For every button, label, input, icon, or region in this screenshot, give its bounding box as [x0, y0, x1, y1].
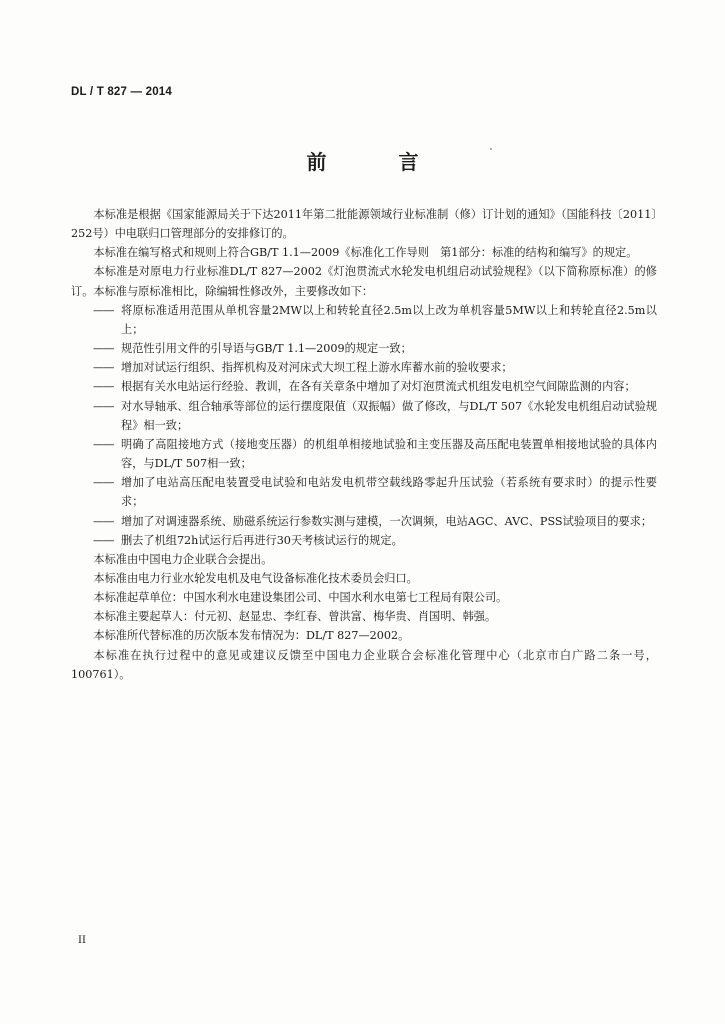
- paragraph: 本标准由中国电力企业联合会提出。: [93, 552, 273, 566]
- dash-marker: ——: [93, 399, 114, 413]
- change-text: 增加了对调速器系统、励磁系统运行参数实测与建模，一次调频，电站AGC、AVC、PSS试验项目的要求；: [121, 514, 653, 528]
- paragraph: 本标准起草单位：中国水利水电建设集团公司、中国水利水电第七工程局有限公司。: [93, 591, 508, 605]
- paragraph: 本标准在编写格式和规则上符合GB/T 1.1—2009《标准化工作导则 第1部分：标准的结构和编写》的规定。: [93, 246, 638, 260]
- change-text: 规范性引用文件的引导语与GB/T 1.1—2009的规定一致；: [121, 342, 412, 356]
- dash-marker: ——: [93, 476, 114, 490]
- change-item: [71, 377, 657, 396]
- change-text: 将原标准适用范围从单机容量2MW以上和转轮直径2.5m以上改为单机容量5MW以上和转轮直径2.5m以上；: [121, 303, 657, 336]
- foreword-body: [71, 205, 657, 684]
- dash-marker: ——: [93, 437, 114, 451]
- page-title: 前 言: [306, 150, 445, 174]
- change-text: 删去了机组72h试运行后再进行30天考核试运行的规定。: [121, 533, 403, 547]
- dash-marker: ——: [93, 361, 114, 375]
- page-number: II: [78, 935, 86, 946]
- changes-list: [71, 301, 657, 550]
- closing-paragraphs: [71, 550, 657, 684]
- change-item: [71, 531, 657, 550]
- intro-paragraphs: [71, 205, 657, 301]
- change-text: 对水导轴承、组合轴承等部位的运行摆度限值（双振幅）做了修改，与DL/T 507《水轮发电机组启动试验规程》相一致；: [121, 399, 657, 432]
- change-text: 增加对试运行组织、指挥机构及对河床式大坝工程上游水库蓄水前的验收要求；: [121, 361, 513, 375]
- paragraph: 本标准是根据《国家能源局关于下达2011年第二批能源领域行业标准制（修）订计划的通知》（国能科技〔2011〕252号）中电联归口管理部分的安排修订的。: [71, 208, 657, 241]
- change-item: [71, 301, 657, 339]
- dash-marker: ——: [93, 380, 114, 394]
- change-item: [71, 397, 657, 435]
- dash-marker: ——: [93, 342, 114, 356]
- dash-marker: ——: [93, 514, 114, 528]
- paragraph: 本标准主要起草人：付元初、赵显忠、李红春、曾洪富、梅华贵、肖国明、韩强。: [93, 610, 497, 624]
- change-item: [71, 435, 657, 473]
- paragraph: 本标准由电力行业水轮发电机及电气设备标准化技术委员会归口。: [93, 571, 418, 585]
- change-text: 根据有关水电站运行经验、教训，在各有关章条中增加了对灯泡贯流式机组发电机空气间隙监测的内容；: [121, 380, 636, 394]
- change-item: [71, 512, 657, 531]
- change-item: [71, 339, 657, 358]
- standard-code-header: DL / T 827 — 2014: [71, 86, 172, 98]
- change-item: [71, 473, 657, 511]
- dash-marker: ——: [93, 533, 114, 547]
- paragraph: 本标准是对原电力行业标准DL/T 827—2002《灯泡贯流式水轮发电机组启动试验规程》（以下简称原标准）的修订。本标准与原标准相比，除编辑性修改外，主要修改如下：: [71, 265, 657, 298]
- paragraph: 本标准在执行过程中的意见或建议反馈至中国电力企业联合会标准化管理中心（北京市白广路二条一号，100761）。: [71, 648, 657, 681]
- dash-marker: ——: [93, 303, 114, 317]
- change-item: [71, 358, 657, 377]
- paragraph: 本标准所代替标准的历次版本发布情况为：DL/T 827—2002。: [93, 629, 410, 643]
- change-text: 明确了高阻接地方式（接地变压器）的机组单相接地试验和主变压器及高压配电装置单相接地试验的具体内容，与DL/T 507相一致；: [121, 437, 657, 471]
- change-text: 增加了电站高压配电装置受电试验和电站发电机带空载线路零起升压试验（若系统有要求时）的提示性要求；: [121, 476, 657, 509]
